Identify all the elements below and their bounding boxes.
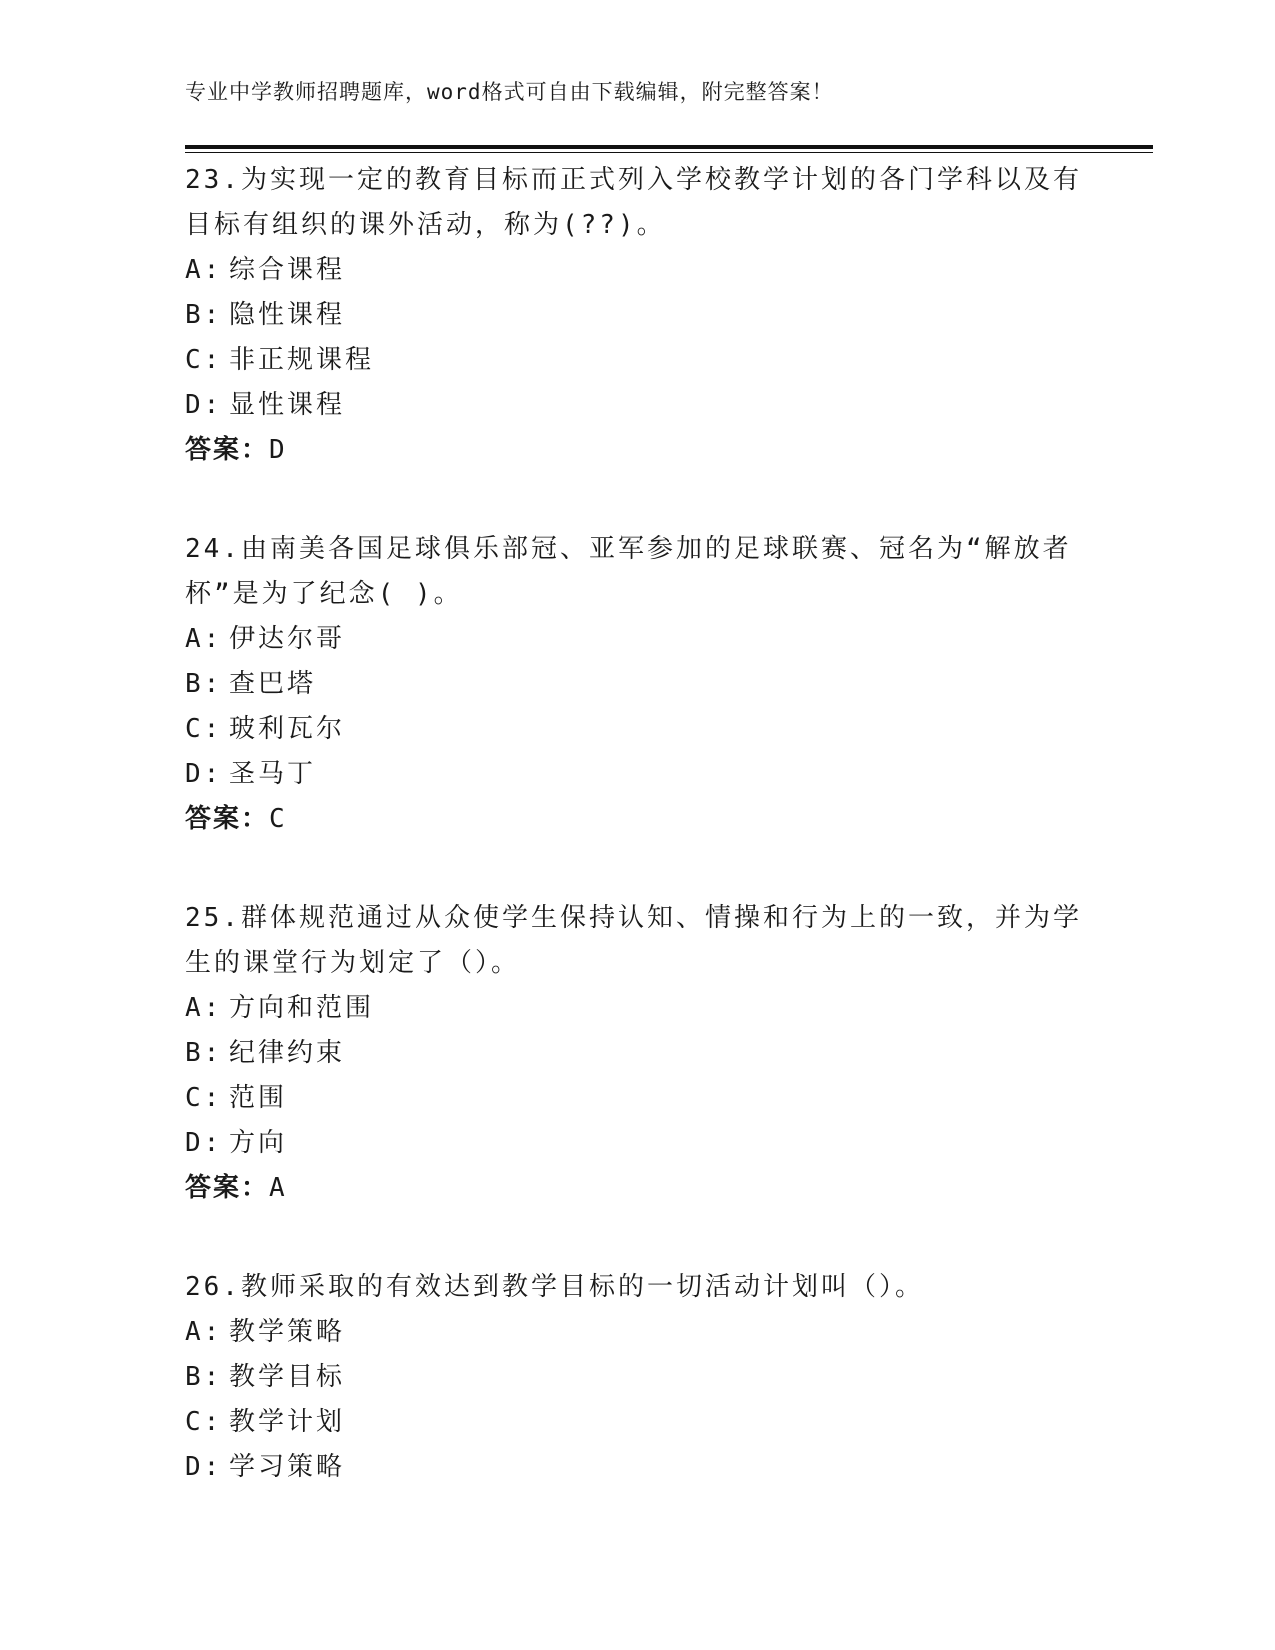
option-text: 非正规课程	[229, 345, 375, 375]
option-text: 查巴塔	[229, 669, 317, 699]
option-d	[185, 1445, 1085, 1490]
option-a	[185, 986, 1085, 1031]
option-text: 方向	[229, 1128, 288, 1158]
option-text: 教学目标	[229, 1362, 346, 1392]
option-letter: A:	[185, 624, 223, 654]
option-letter: D:	[185, 1128, 223, 1158]
question-stem-line: 杯”是为了纪念( )。	[185, 579, 463, 609]
answer-value: C	[269, 804, 287, 834]
option-text: 综合课程	[229, 255, 346, 285]
option-d	[185, 752, 1085, 797]
option-letter: B:	[185, 669, 223, 699]
option-letter: D:	[185, 1452, 223, 1482]
option-letter: A:	[185, 993, 223, 1023]
option-text: 圣马丁	[229, 759, 317, 789]
option-letter: C:	[185, 1083, 223, 1113]
option-text: 教学计划	[229, 1407, 346, 1437]
question-24	[185, 527, 1085, 842]
answer-line	[185, 428, 1085, 473]
question-stem-line: 生的课堂行为划定了（）。	[185, 948, 521, 978]
option-letter: B:	[185, 300, 223, 330]
option-b	[185, 293, 1085, 338]
option-letter: D:	[185, 759, 223, 789]
option-letter: C:	[185, 1407, 223, 1437]
option-letter: A:	[185, 1317, 223, 1347]
question-stem-line: 目标有组织的课外活动，称为(??)。	[185, 210, 666, 240]
question-26	[185, 1265, 1085, 1490]
page-header: 专业中学教师招聘题库，word格式可自由下载编辑，附完整答案！	[185, 80, 834, 104]
option-letter: C:	[185, 345, 223, 375]
option-letter: B:	[185, 1362, 223, 1392]
answer-value: D	[269, 435, 287, 465]
answer-label: 答案：	[185, 435, 270, 465]
option-a	[185, 248, 1085, 293]
header-rule-thin	[185, 152, 1153, 153]
option-d	[185, 383, 1085, 428]
option-b	[185, 1355, 1085, 1400]
option-text: 隐性课程	[229, 300, 346, 330]
option-text: 方向和范围	[229, 993, 375, 1023]
answer-value: A	[269, 1173, 287, 1203]
option-c	[185, 1076, 1085, 1121]
question-list	[185, 158, 1085, 1544]
option-c	[185, 338, 1085, 383]
option-letter: A:	[185, 255, 223, 285]
option-d	[185, 1121, 1085, 1166]
option-text: 伊达尔哥	[229, 624, 346, 654]
question-stem-line: 25.群体规范通过从众使学生保持认知、情操和行为上的一致，并为学	[185, 903, 1082, 933]
option-letter: B:	[185, 1038, 223, 1068]
answer-line	[185, 1166, 1085, 1211]
option-a	[185, 1310, 1085, 1355]
option-c	[185, 1400, 1085, 1445]
option-b	[185, 662, 1085, 707]
option-text: 范围	[229, 1083, 288, 1113]
option-c	[185, 707, 1085, 752]
option-letter: D:	[185, 390, 223, 420]
answer-line	[185, 797, 1085, 842]
answer-label: 答案：	[185, 804, 270, 834]
option-text: 学习策略	[229, 1452, 346, 1482]
option-letter: C:	[185, 714, 223, 744]
answer-label: 答案：	[185, 1173, 270, 1203]
header-rule-thick	[185, 145, 1153, 149]
option-text: 教学策略	[229, 1317, 346, 1347]
question-stem-line: 23.为实现一定的教育目标而正式列入学校教学计划的各门学科以及有	[185, 165, 1082, 195]
option-text: 纪律约束	[229, 1038, 346, 1068]
question-23	[185, 158, 1085, 473]
question-stem-line: 26.教师采取的有效达到教学目标的一切活动计划叫（）。	[185, 1272, 924, 1302]
question-stem-line: 24.由南美各国足球俱乐部冠、亚军参加的足球联赛、冠名为“解放者	[185, 534, 1072, 564]
question-25	[185, 896, 1085, 1211]
option-text: 玻利瓦尔	[229, 714, 346, 744]
option-a	[185, 617, 1085, 662]
option-text: 显性课程	[229, 390, 346, 420]
option-b	[185, 1031, 1085, 1076]
